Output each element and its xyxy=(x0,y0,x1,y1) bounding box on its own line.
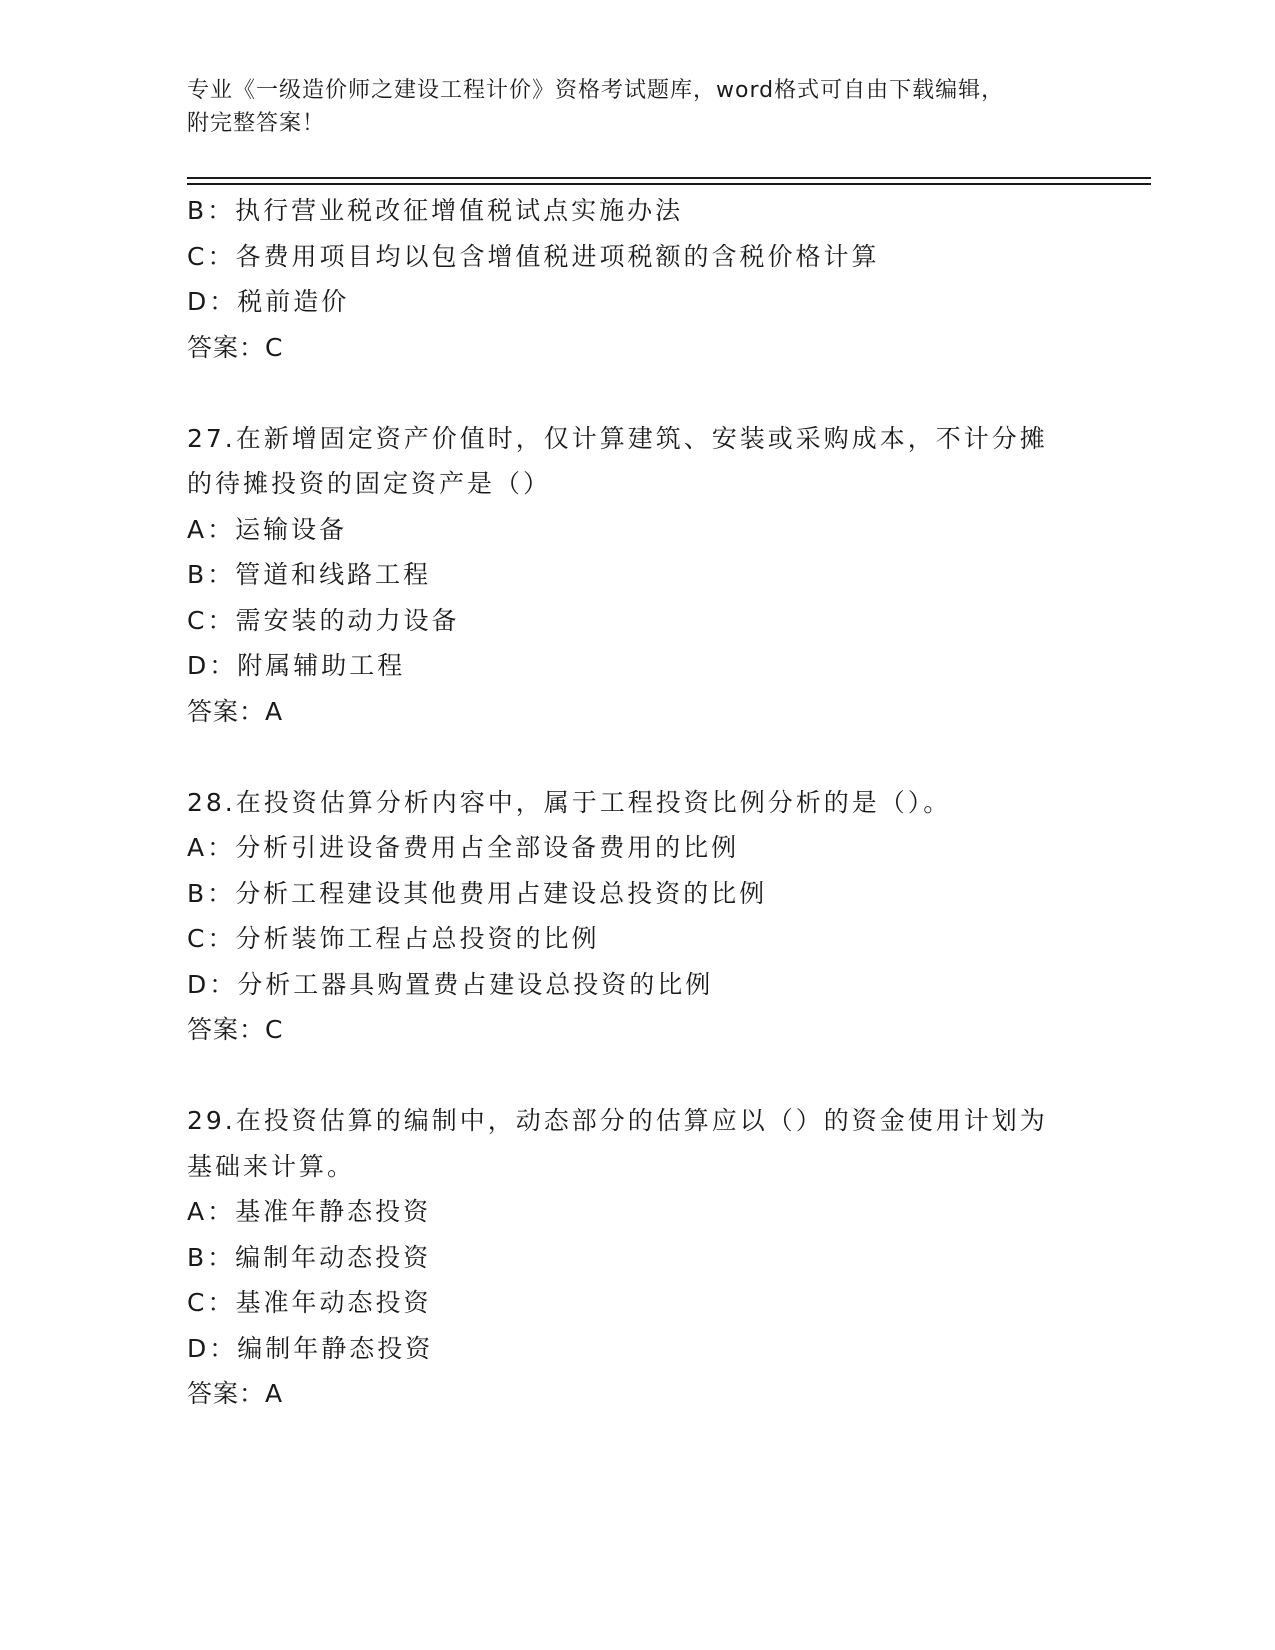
option-b: B：执行营业税改征增值税试点实施办法 xyxy=(187,196,684,225)
question-29 xyxy=(187,1098,1151,1417)
question-stem-line-1: 27.在新增固定资产价值时，仅计算建筑、安装或采购成本，不计分摊 xyxy=(187,423,1048,453)
option-b: B：管道和线路工程 xyxy=(187,560,432,589)
option-c: C：需安装的动力设备 xyxy=(187,605,460,635)
question-stem-line-2: 基础来计算。 xyxy=(187,1151,356,1181)
header-divider-top xyxy=(187,177,1151,179)
question-26-partial xyxy=(187,188,1151,370)
header-divider-bottom xyxy=(187,183,1151,185)
question-stem-line-1: 28.在投资估算分析内容中，属于工程投资比例分析的是（）。 xyxy=(187,787,952,817)
question-stem-line-2: 的待摊投资的固定资产是（） xyxy=(187,469,552,498)
question-28 xyxy=(187,780,1151,1053)
answer-line: 答案：C xyxy=(187,332,284,362)
question-27 xyxy=(187,416,1151,735)
question-gap xyxy=(187,1053,1151,1099)
option-a: A：基准年静态投资 xyxy=(187,1197,432,1226)
question-gap xyxy=(187,370,1151,416)
answer-line: 答案：C xyxy=(187,1015,284,1044)
question-list xyxy=(187,188,1151,1417)
document-header xyxy=(187,74,1087,140)
option-b: B：编制年动态投资 xyxy=(187,1242,432,1272)
option-c: C：分析装饰工程占总投资的比例 xyxy=(187,924,600,953)
option-d: D：附属辅助工程 xyxy=(187,651,406,680)
question-stem-line-1: 29.在投资估算的编制中，动态部分的估算应以（）的资金使用计划为 xyxy=(187,1106,1048,1135)
option-b: B：分析工程建设其他费用占建设总投资的比例 xyxy=(187,878,768,908)
header-text-line-2: 附完整答案！ xyxy=(187,111,326,136)
answer-line: 答案：A xyxy=(187,696,284,726)
option-c: C：基准年动态投资 xyxy=(187,1288,432,1317)
answer-line: 答案：A xyxy=(187,1379,284,1408)
option-a: A：运输设备 xyxy=(187,514,348,544)
option-d: D：分析工器具购置费占建设总投资的比例 xyxy=(187,969,714,999)
option-d: D：税前造价 xyxy=(187,287,350,316)
option-a: A：分析引进设备费用占全部设备费用的比例 xyxy=(187,833,740,862)
option-d: D：编制年静态投资 xyxy=(187,1333,434,1363)
header-text-line-1: 专业《一级造价师之建设工程计价》资格考试题库，word格式可自由下载编辑， xyxy=(187,78,1005,103)
option-c: C：各费用项目均以包含增值税进项税额的含税价格计算 xyxy=(187,241,880,271)
question-gap xyxy=(187,734,1151,780)
